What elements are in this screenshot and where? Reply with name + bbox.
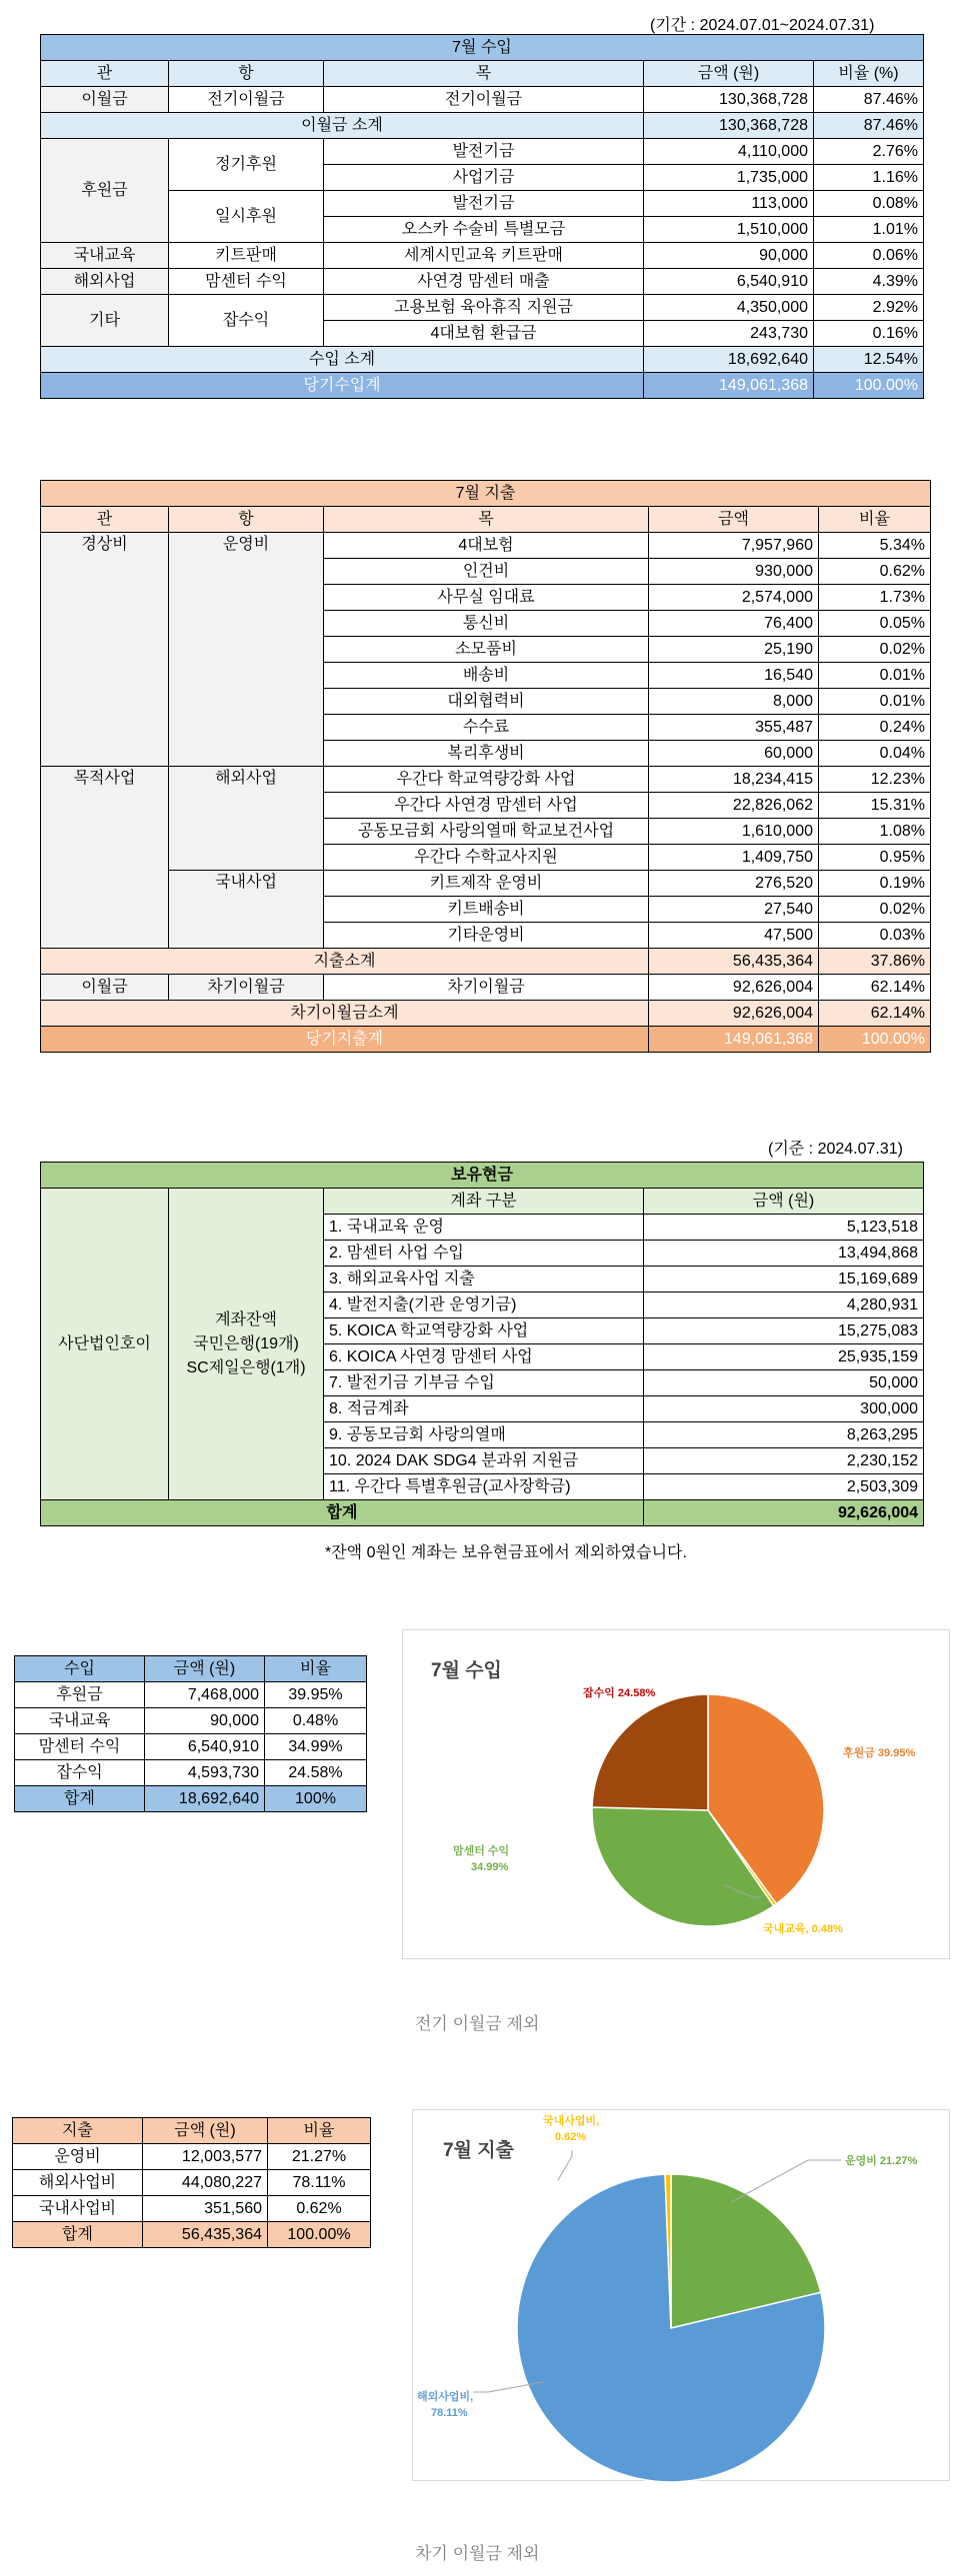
cell-mok: 키트배송비	[324, 897, 649, 923]
cell-gwan: 경상비	[41, 533, 169, 767]
income-summary-section	[14, 1655, 366, 1812]
income-header-mok: 목	[324, 61, 644, 87]
cash-header-name: 계좌 구분	[324, 1189, 644, 1215]
cell-gwan: 목적사업	[41, 767, 169, 949]
table-row	[15, 1682, 367, 1708]
income-table-section	[40, 34, 923, 399]
cell-hang: 정기후원	[169, 139, 324, 191]
cell-account: 5. KOICA 학교역량강화 사업	[324, 1318, 644, 1344]
cell-ratio: 0.02%	[819, 637, 931, 663]
cell-ratio: 1.01%	[814, 217, 924, 243]
cell-amount: 18,692,640	[644, 347, 814, 373]
cash-table-section	[40, 1162, 923, 1526]
cell-gwan: 국내교육	[41, 243, 169, 269]
cell-name: 합계	[13, 2222, 143, 2248]
income-table	[40, 34, 924, 399]
cell-gwan: 기타	[41, 295, 169, 347]
cash-title: 보유현금	[41, 1163, 924, 1189]
cell-amount: 1,510,000	[644, 217, 814, 243]
cell-amount: 1,735,000	[644, 165, 814, 191]
cell-amount: 6,540,910	[145, 1734, 265, 1760]
cell-ratio: 100.00%	[819, 1027, 931, 1053]
summary-header-name: 지출	[13, 2118, 143, 2144]
cash-note: *잔액 0원인 계좌는 보유현금표에서 제외하였습니다.	[325, 1544, 687, 1561]
cell-amount: 300,000	[644, 1396, 924, 1422]
cell-name: 합계	[15, 1786, 145, 1812]
table-row	[41, 87, 924, 113]
cell-name: 맘센터 수익	[15, 1734, 145, 1760]
cell-ratio: 87.46%	[814, 87, 924, 113]
cell-mok: 공동모금회 사랑의열매 학교보건사업	[324, 819, 649, 845]
cell-amount: 18,692,640	[145, 1786, 265, 1812]
cell-mok: 사업기금	[324, 165, 644, 191]
cell-account: 8. 적금계좌	[324, 1396, 644, 1422]
table-row	[41, 975, 931, 1001]
expense-summary-table	[12, 2117, 371, 2248]
table-row	[15, 1786, 367, 1812]
cell-amount: 60,000	[649, 741, 819, 767]
cell-amount: 5,123,518	[644, 1215, 924, 1241]
income-label-donation: 후원금 39.95%	[843, 1747, 916, 1759]
cell-amount: 92,626,004	[644, 1500, 924, 1526]
expense-label-domestic-pct: 0.62%	[555, 2131, 587, 2143]
table-row	[41, 1500, 924, 1526]
table-row	[13, 2222, 371, 2248]
cell-amount: 355,487	[649, 715, 819, 741]
cell-hang: 운영비	[169, 533, 324, 767]
cell-amount: 6,540,910	[644, 269, 814, 295]
cell-gwan: 이월금	[41, 975, 169, 1001]
table-row	[15, 1734, 367, 1760]
cell-ratio: 1.08%	[819, 819, 931, 845]
table-row	[41, 191, 924, 217]
cell-amount: 276,520	[649, 871, 819, 897]
cell-mok: 4대보험 환급금	[324, 321, 644, 347]
table-row	[41, 767, 931, 793]
cell-hang: 맘센터 수익	[169, 269, 324, 295]
cell-amount: 2,503,309	[644, 1474, 924, 1500]
expense-table-section	[40, 480, 930, 1053]
table-row	[41, 113, 924, 139]
table-row	[41, 243, 924, 269]
income-label-misc: 잡수익 24.58%	[583, 1687, 656, 1699]
cell-ratio: 1.16%	[814, 165, 924, 191]
cell-amount: 25,935,159	[644, 1344, 924, 1370]
cell-account: 4. 발전지출(기관 운영기금)	[324, 1292, 644, 1318]
income-period: (기간 : 2024.07.01~2024.07.31)	[650, 17, 875, 34]
cell-amount: 1,610,000	[649, 819, 819, 845]
cell-total-label: 합계	[41, 1500, 644, 1526]
cell-total-label: 당기지출계	[41, 1027, 649, 1053]
cell-ratio: 100%	[265, 1786, 367, 1812]
table-row	[41, 1001, 931, 1027]
cell-amount: 16,540	[649, 663, 819, 689]
income-summary-table	[14, 1655, 367, 1812]
cell-amount: 8,000	[649, 689, 819, 715]
income-header-gwan: 관	[41, 61, 169, 87]
cell-mok: 배송비	[324, 663, 649, 689]
expense-table	[40, 480, 931, 1053]
cell-amount: 1,409,750	[649, 845, 819, 871]
table-row	[41, 949, 931, 975]
cell-amount: 4,350,000	[644, 295, 814, 321]
cell-amount: 18,234,415	[649, 767, 819, 793]
table-row	[15, 1708, 367, 1734]
summary-header-amount: 금액 (원)	[143, 2118, 268, 2144]
cash-basis: (기준 : 2024.07.31)	[768, 1141, 903, 1158]
cell-amount: 92,626,004	[649, 1001, 819, 1027]
cell-mok: 발전기금	[324, 191, 644, 217]
cell-ratio: 21.27%	[268, 2144, 371, 2170]
cell-gwan: 이월금	[41, 87, 169, 113]
cell-amount: 113,000	[644, 191, 814, 217]
cell-ratio: 0.06%	[814, 243, 924, 269]
cell-amount: 7,468,000	[145, 1682, 265, 1708]
cell-mok: 인건비	[324, 559, 649, 585]
cell-ratio: 0.19%	[819, 871, 931, 897]
cell-amount: 15,169,689	[644, 1267, 924, 1292]
cell-mok: 우간다 수학교사지원	[324, 845, 649, 871]
income-pie-svg	[403, 1630, 951, 1960]
cell-ratio: 78.11%	[268, 2170, 371, 2196]
cell-mok: 우간다 사연경 맘센터 사업	[324, 793, 649, 819]
expense-caption: 차기 이월금 제외	[415, 2544, 540, 2563]
cell-ratio: 4.39%	[814, 269, 924, 295]
cell-mok: 4대보험	[324, 533, 649, 559]
table-row	[41, 139, 924, 165]
cell-mok: 세계시민교육 키트판매	[324, 243, 644, 269]
cell-amount: 50,000	[644, 1370, 924, 1396]
cell-gwan: 후원금	[41, 139, 169, 243]
income-header-amount: 금액 (원)	[644, 61, 814, 87]
income-caption: 전기 이월금 제외	[415, 2014, 540, 2033]
cell-amount: 22,826,062	[649, 793, 819, 819]
cell-gwan: 해외사업	[41, 269, 169, 295]
cell-mok: 전기이월금	[324, 87, 644, 113]
summary-header-name: 수입	[15, 1656, 145, 1682]
cell-hang: 잡수익	[169, 295, 324, 347]
cell-mok: 우간다 학교역량강화 사업	[324, 767, 649, 793]
cell-name: 잡수익	[15, 1760, 145, 1786]
cell-ratio: 39.95%	[265, 1682, 367, 1708]
expense-label-ops: 운영비 21.27%	[845, 2155, 918, 2167]
cell-amount: 4,280,931	[644, 1292, 924, 1318]
cell-ratio: 0.95%	[819, 845, 931, 871]
income-label-mom: 맘센터 수익	[453, 1845, 510, 1857]
cell-total-label: 당기수입계	[41, 373, 644, 399]
income-label-domestic: 국내교육, 0.48%	[763, 1923, 843, 1935]
expense-header-hang: 항	[169, 507, 324, 533]
cell-amount: 2,574,000	[649, 585, 819, 611]
cell-amount: 13,494,868	[644, 1241, 924, 1267]
cell-mok: 사무실 임대료	[324, 585, 649, 611]
cell-hang: 전기이월금	[169, 87, 324, 113]
cell-ratio: 100.00%	[268, 2222, 371, 2248]
table-row	[13, 2196, 371, 2222]
summary-header-ratio: 비율	[265, 1656, 367, 1682]
cell-subtotal-label: 차기이월금소계	[41, 1001, 649, 1027]
table-row	[41, 295, 924, 321]
cell-account: 7. 발전기금 기부금 수입	[324, 1370, 644, 1396]
cell-mok: 발전기금	[324, 139, 644, 165]
cell-name: 국내교육	[15, 1708, 145, 1734]
cell-ratio: 0.04%	[819, 741, 931, 767]
expense-header-gwan: 관	[41, 507, 169, 533]
cell-name: 해외사업비	[13, 2170, 143, 2196]
cell-account: 9. 공동모금회 사랑의열매	[324, 1422, 644, 1448]
expense-chart-title: 7월 지출	[443, 2140, 514, 2161]
cell-ratio: 0.62%	[268, 2196, 371, 2222]
table-row	[13, 2144, 371, 2170]
cell-ratio: 0.01%	[819, 663, 931, 689]
cash-account-label: 계좌잔액	[215, 1310, 277, 1328]
cell-mok: 소모품비	[324, 637, 649, 663]
expense-header-ratio: 비율	[819, 507, 931, 533]
cash-table	[40, 1162, 924, 1526]
expense-label-overseas-pct: 78.11%	[431, 2407, 468, 2419]
expense-title: 7월 지출	[41, 481, 931, 507]
cell-amount: 27,540	[649, 897, 819, 923]
cell-ratio: 34.99%	[265, 1734, 367, 1760]
cell-amount: 2,230,152	[644, 1448, 924, 1474]
cell-name: 후원금	[15, 1682, 145, 1708]
cell-account: 11. 우간다 특별후원금(교사장학금)	[324, 1474, 644, 1500]
cell-amount: 130,368,728	[644, 87, 814, 113]
cell-mok: 기타운영비	[324, 923, 649, 949]
cell-subtotal-label: 지출소계	[41, 949, 649, 975]
income-pie-chart	[402, 1629, 950, 1959]
cell-ratio: 24.58%	[265, 1760, 367, 1786]
cell-name: 운영비	[13, 2144, 143, 2170]
cell-amount: 149,061,368	[644, 373, 814, 399]
cell-ratio: 1.73%	[819, 585, 931, 611]
cell-amount: 12,003,577	[143, 2144, 268, 2170]
cell-ratio: 0.03%	[819, 923, 931, 949]
cash-account-bank2: SC제일은행(1개)	[186, 1358, 306, 1376]
cell-hang: 해외사업	[169, 767, 324, 871]
cell-amount: 930,000	[649, 559, 819, 585]
table-row	[41, 533, 931, 559]
cell-ratio: 0.08%	[814, 191, 924, 217]
cell-subtotal-label: 이월금 소계	[41, 113, 644, 139]
cell-amount: 4,593,730	[145, 1760, 265, 1786]
cell-account: 10. 2024 DAK SDG4 분과위 지원금	[324, 1448, 644, 1474]
expense-summary-section	[12, 2117, 370, 2248]
cell-account: 3. 해외교육사업 지출	[324, 1267, 644, 1292]
cell-mok: 대외협력비	[324, 689, 649, 715]
cell-mok: 복리후생비	[324, 741, 649, 767]
cell-ratio: 100.00%	[814, 373, 924, 399]
cell-mok: 사연경 맘센터 매출	[324, 269, 644, 295]
cell-ratio: 37.86%	[819, 949, 931, 975]
cell-amount: 47,500	[649, 923, 819, 949]
cell-amount: 76,400	[649, 611, 819, 637]
cell-ratio: 12.54%	[814, 347, 924, 373]
cell-account: 2. 맘센터 사업 수입	[324, 1241, 644, 1267]
expense-header-mok: 목	[324, 507, 649, 533]
cell-amount: 15,275,083	[644, 1318, 924, 1344]
cell-ratio: 15.31%	[819, 793, 931, 819]
cash-accounts	[169, 1189, 324, 1500]
cell-amount: 25,190	[649, 637, 819, 663]
expense-header-amount: 금액	[649, 507, 819, 533]
table-row	[41, 347, 924, 373]
cell-mok: 통신비	[324, 611, 649, 637]
expense-label-overseas: 해외사업비,	[417, 2391, 474, 2403]
expense-pie-svg	[413, 2110, 951, 2482]
cell-hang: 키트판매	[169, 243, 324, 269]
cell-amount: 44,080,227	[143, 2170, 268, 2196]
cell-mok: 차기이월금	[324, 975, 649, 1001]
cell-amount: 7,957,960	[649, 533, 819, 559]
cell-mok: 고용보험 육아휴직 지원금	[324, 295, 644, 321]
cell-amount: 149,061,368	[649, 1027, 819, 1053]
table-row	[41, 269, 924, 295]
cell-subtotal-label: 수입 소계	[41, 347, 644, 373]
income-title: 7월 수입	[41, 35, 924, 61]
summary-header-amount: 금액 (원)	[145, 1656, 265, 1682]
cash-account-bank1: 국민은행(19개)	[193, 1334, 299, 1352]
cell-ratio: 0.62%	[819, 559, 931, 585]
cell-ratio: 0.02%	[819, 897, 931, 923]
table-row	[41, 373, 924, 399]
cell-ratio: 62.14%	[819, 1001, 931, 1027]
cell-ratio: 12.23%	[819, 767, 931, 793]
cash-header-amount: 금액 (원)	[644, 1189, 924, 1215]
income-chart-title: 7월 수입	[431, 1660, 502, 1681]
cell-amount: 90,000	[145, 1708, 265, 1734]
cell-mok: 키트제작 운영비	[324, 871, 649, 897]
cell-mok: 수수료	[324, 715, 649, 741]
cell-ratio: 2.76%	[814, 139, 924, 165]
cell-hang: 국내사업	[169, 871, 324, 949]
cell-amount: 243,730	[644, 321, 814, 347]
cell-hang: 차기이월금	[169, 975, 324, 1001]
table-row	[41, 1027, 931, 1053]
cell-amount: 130,368,728	[644, 113, 814, 139]
pie-slice-4	[592, 1694, 708, 1810]
cell-mok: 오스카 수술비 특별모금	[324, 217, 644, 243]
cell-ratio: 0.01%	[819, 689, 931, 715]
cell-account: 1. 국내교육 운영	[324, 1215, 644, 1241]
cell-amount: 56,435,364	[649, 949, 819, 975]
cell-ratio: 0.16%	[814, 321, 924, 347]
cell-amount: 92,626,004	[649, 975, 819, 1001]
cell-hang: 일시후원	[169, 191, 324, 243]
expense-leader-line-domestic	[558, 2150, 572, 2180]
table-row	[15, 1760, 367, 1786]
cell-ratio: 0.24%	[819, 715, 931, 741]
table-row	[13, 2170, 371, 2196]
cash-entity: 사단법인호이	[41, 1189, 169, 1500]
cell-amount: 4,110,000	[644, 139, 814, 165]
cell-account: 6. KOICA 사연경 맘센터 사업	[324, 1344, 644, 1370]
cell-amount: 351,560	[143, 2196, 268, 2222]
cell-name: 국내사업비	[13, 2196, 143, 2222]
cell-ratio: 0.05%	[819, 611, 931, 637]
cell-ratio: 2.92%	[814, 295, 924, 321]
cell-ratio: 5.34%	[819, 533, 931, 559]
cell-amount: 56,435,364	[143, 2222, 268, 2248]
income-header-hang: 항	[169, 61, 324, 87]
income-label-mom-pct: 34.99%	[471, 1861, 509, 1873]
cell-amount: 8,263,295	[644, 1422, 924, 1448]
expense-label-domestic: 국내사업비,	[543, 2115, 600, 2127]
cell-ratio: 0.48%	[265, 1708, 367, 1734]
table-row	[41, 871, 931, 897]
expense-pie-chart	[412, 2109, 950, 2481]
summary-header-ratio: 비율	[268, 2118, 371, 2144]
cell-ratio: 87.46%	[814, 113, 924, 139]
income-header-ratio: 비율 (%)	[814, 61, 924, 87]
cell-ratio: 62.14%	[819, 975, 931, 1001]
cell-amount: 90,000	[644, 243, 814, 269]
